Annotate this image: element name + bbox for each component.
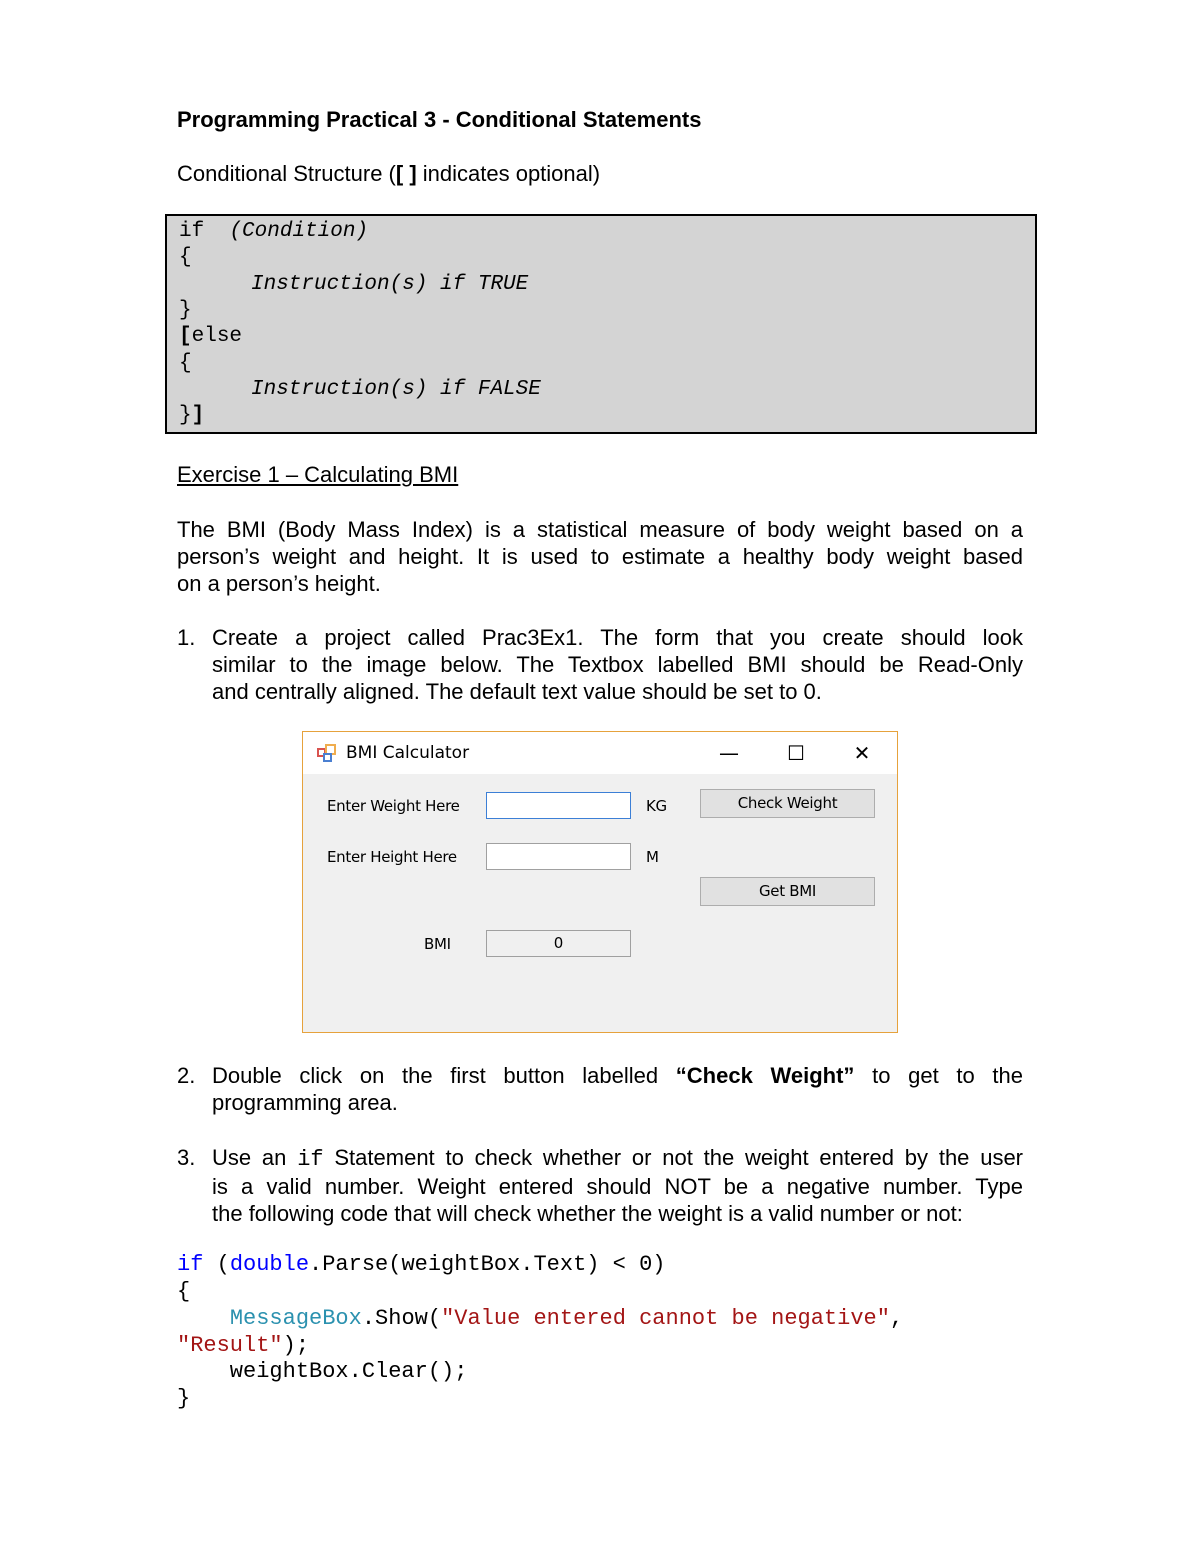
maximize-icon[interactable]: ☐ <box>787 741 805 765</box>
height-unit: M <box>646 848 659 866</box>
syntax-close-brace: } <box>179 404 192 427</box>
step2-quote-close: ” <box>843 1063 855 1088</box>
code-text: .Parse(weightBox.Text) < 0) <box>309 1252 666 1277</box>
step-line: programming area. <box>212 1090 398 1115</box>
step-text <box>212 1144 1023 1227</box>
step-line: the following code that will check whether the weight is a valid number or not: <box>212 1201 963 1226</box>
height-label: Enter Height Here <box>327 848 457 866</box>
code-if-keyword: if <box>177 1252 204 1277</box>
syntax-false-instr: Instruction(s) if FALSE <box>251 378 541 401</box>
step-text <box>212 1062 1023 1116</box>
syntax-close-bracket: ] <box>191 404 205 427</box>
intro-line: person’s weight and height. It is used to estimate a healthy body weight based <box>177 544 1023 569</box>
subtitle-post: indicates optional) <box>416 161 601 186</box>
step-line: is a valid number. Weight entered should NOT be a negative number. Type <box>212 1174 1023 1199</box>
syntax-line-6: { <box>179 352 192 375</box>
check-weight-button[interactable]: Check Weight <box>700 789 875 818</box>
code-text: , <box>889 1306 904 1331</box>
step3-code: if <box>297 1147 324 1172</box>
weight-label: Enter Weight Here <box>327 797 460 815</box>
minimize-icon[interactable]: — <box>719 741 739 765</box>
syntax-line-3 <box>251 273 528 296</box>
syntax-condition: (Condition) <box>229 220 369 243</box>
syntax-line-5 <box>179 325 242 348</box>
syntax-box <box>165 214 1037 434</box>
syntax-if: if <box>179 220 205 243</box>
step2-bold: Check Weight <box>686 1063 844 1088</box>
intro-line: The BMI (Body Mass Index) is a statistical measure of body weight based on a <box>177 517 1023 542</box>
syntax-true-instr: Instruction(s) if TRUE <box>251 273 529 296</box>
step-text <box>212 624 1023 705</box>
step2-quote-open: “ <box>675 1063 687 1088</box>
window-titlebar <box>303 732 897 774</box>
syntax-line-7 <box>251 378 541 401</box>
intro-line: on a person’s height. <box>177 571 381 596</box>
syntax-line-2: { <box>179 246 192 269</box>
step-number: 3. <box>177 1145 196 1170</box>
step2-post: to get to the <box>854 1063 1024 1088</box>
height-input[interactable] <box>486 843 631 870</box>
code-line-3 <box>177 1306 903 1331</box>
app-icon <box>317 744 337 762</box>
bmi-calculator-window <box>302 731 898 1033</box>
step-number: 2. <box>177 1063 196 1088</box>
close-icon[interactable]: ✕ <box>853 741 871 765</box>
syntax-else: else <box>191 325 243 348</box>
code-text: ( <box>203 1252 230 1277</box>
subtitle-pre: Conditional Structure ( <box>177 161 396 186</box>
step2-pre: Double click on the first button labelled <box>212 1063 676 1088</box>
step-line <box>212 1062 1023 1089</box>
get-bmi-button[interactable]: Get BMI <box>700 877 875 906</box>
code-text: ); <box>282 1333 310 1358</box>
code-text: .Show( <box>361 1306 442 1331</box>
code-line-1 <box>177 1252 666 1277</box>
bmi-label: BMI <box>424 935 451 953</box>
code-indent <box>177 1306 230 1331</box>
code-string: "Result" <box>177 1333 283 1358</box>
bmi-output[interactable]: 0 <box>486 930 631 957</box>
step-line: and centrally aligned. The default text value should be set to 0. <box>212 679 822 704</box>
syntax-line-1 <box>179 220 368 243</box>
weight-unit: KG <box>646 797 667 815</box>
code-line-2: { <box>177 1279 191 1304</box>
step3-post: Statement to check whether or not the weight entered by the user <box>323 1145 1024 1170</box>
step-line: Create a project called Prac3Ex1. The form that you create should look <box>212 625 1023 650</box>
step-line <box>212 1144 1023 1173</box>
syntax-open-bracket: [ <box>179 325 192 348</box>
code-line-4 <box>177 1333 309 1358</box>
subtitle-bracket: [ ] <box>395 161 417 186</box>
code-line-5: weightBox.Clear(); <box>177 1359 468 1384</box>
window-title: BMI Calculator <box>346 743 470 763</box>
step-number: 1. <box>177 625 196 650</box>
intro-paragraph <box>177 516 1023 597</box>
weight-input[interactable] <box>486 792 631 819</box>
exercise-heading: Exercise 1 – Calculating BMI <box>177 462 459 487</box>
code-double-keyword: double <box>229 1252 310 1277</box>
code-line-6: } <box>177 1386 191 1411</box>
step3-pre: Use an <box>212 1145 298 1170</box>
step-line: similar to the image below. The Textbox labelled BMI should be Read-Only <box>212 652 1023 677</box>
code-string: "Value entered cannot be negative" <box>441 1306 890 1331</box>
page-title: Programming Practical 3 - Conditional Statements <box>177 107 702 132</box>
syntax-line-8 <box>179 404 204 427</box>
syntax-line-4: } <box>179 299 192 322</box>
subtitle <box>177 161 600 187</box>
code-type: MessageBox <box>229 1306 362 1331</box>
